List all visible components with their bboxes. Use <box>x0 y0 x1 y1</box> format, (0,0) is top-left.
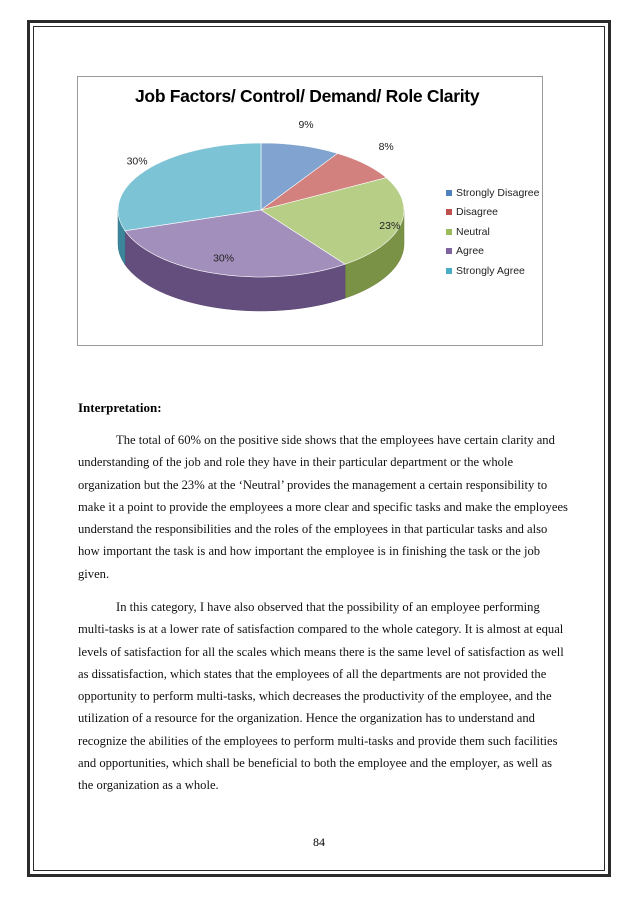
chart-container <box>77 76 543 346</box>
legend-swatch <box>446 268 452 274</box>
page-number: 84 <box>313 835 325 849</box>
legend-swatch <box>446 229 452 235</box>
legend-item-strongly-agree <box>446 261 539 281</box>
interpretation-heading: Interpretation: <box>78 400 162 415</box>
interpretation-paragraph-2: In this category, I have also observed that the possibility of an employee performing multi-tasks is at a lower rate of satisfaction compared to the whole category. It is almost at equal levels of satisfaction for all the scales which means there is the same level of satisfaction as well as dissatisfaction, which states that the employees of all the departments are not provided the opportunity to perform multi-tasks, which decreases the productivity of the employee, and the utilization of a resource for the organization. Hence the organization has to understand and recognize the abilities of the employees to perform multi-tasks and provide them such facilities and opportunities, which shall be beneficial to both the employee and the employer, as well as the organization as a whole. <box>78 600 564 793</box>
data-label-agree: 30% <box>213 252 235 265</box>
data-label-disagree: 8% <box>378 141 394 154</box>
data-label-strongly-agree: 30% <box>126 155 148 168</box>
legend-swatch <box>446 190 452 196</box>
legend-item-strongly-disagree <box>446 183 539 203</box>
legend-label: Strongly Agree <box>456 264 525 277</box>
data-label-strongly-disagree: 9% <box>298 119 314 132</box>
legend-label: Neutral <box>456 225 490 238</box>
legend-swatch <box>446 209 452 215</box>
legend-item-agree <box>446 242 539 262</box>
legend-swatch <box>446 248 452 254</box>
legend-label: Disagree <box>456 206 499 219</box>
legend-label: Agree <box>456 245 485 258</box>
chart-title: Job Factors/ Control/ Demand/ Role Clarity <box>135 86 480 106</box>
legend-label: Strongly Disagree <box>456 186 540 199</box>
data-label-neutral: 23% <box>379 219 401 232</box>
chart-legend <box>446 183 539 281</box>
legend-item-disagree <box>446 203 539 223</box>
legend-item-neutral <box>446 222 539 242</box>
interpretation-paragraph-1: The total of 60% on the positive side shows that the employees have certain clarity and understanding of the job and role they have in their particular department or the whole organization but the 23% at the ‘Neutral’ provides the management a certain responsibility to make it a point to provide the employees a more clear and specific tasks and make the employees understand the responsibilities and the roles of the employees in that particular tasks and also how important the task is and how important the employee is in finishing the task or the job given. <box>78 433 568 581</box>
